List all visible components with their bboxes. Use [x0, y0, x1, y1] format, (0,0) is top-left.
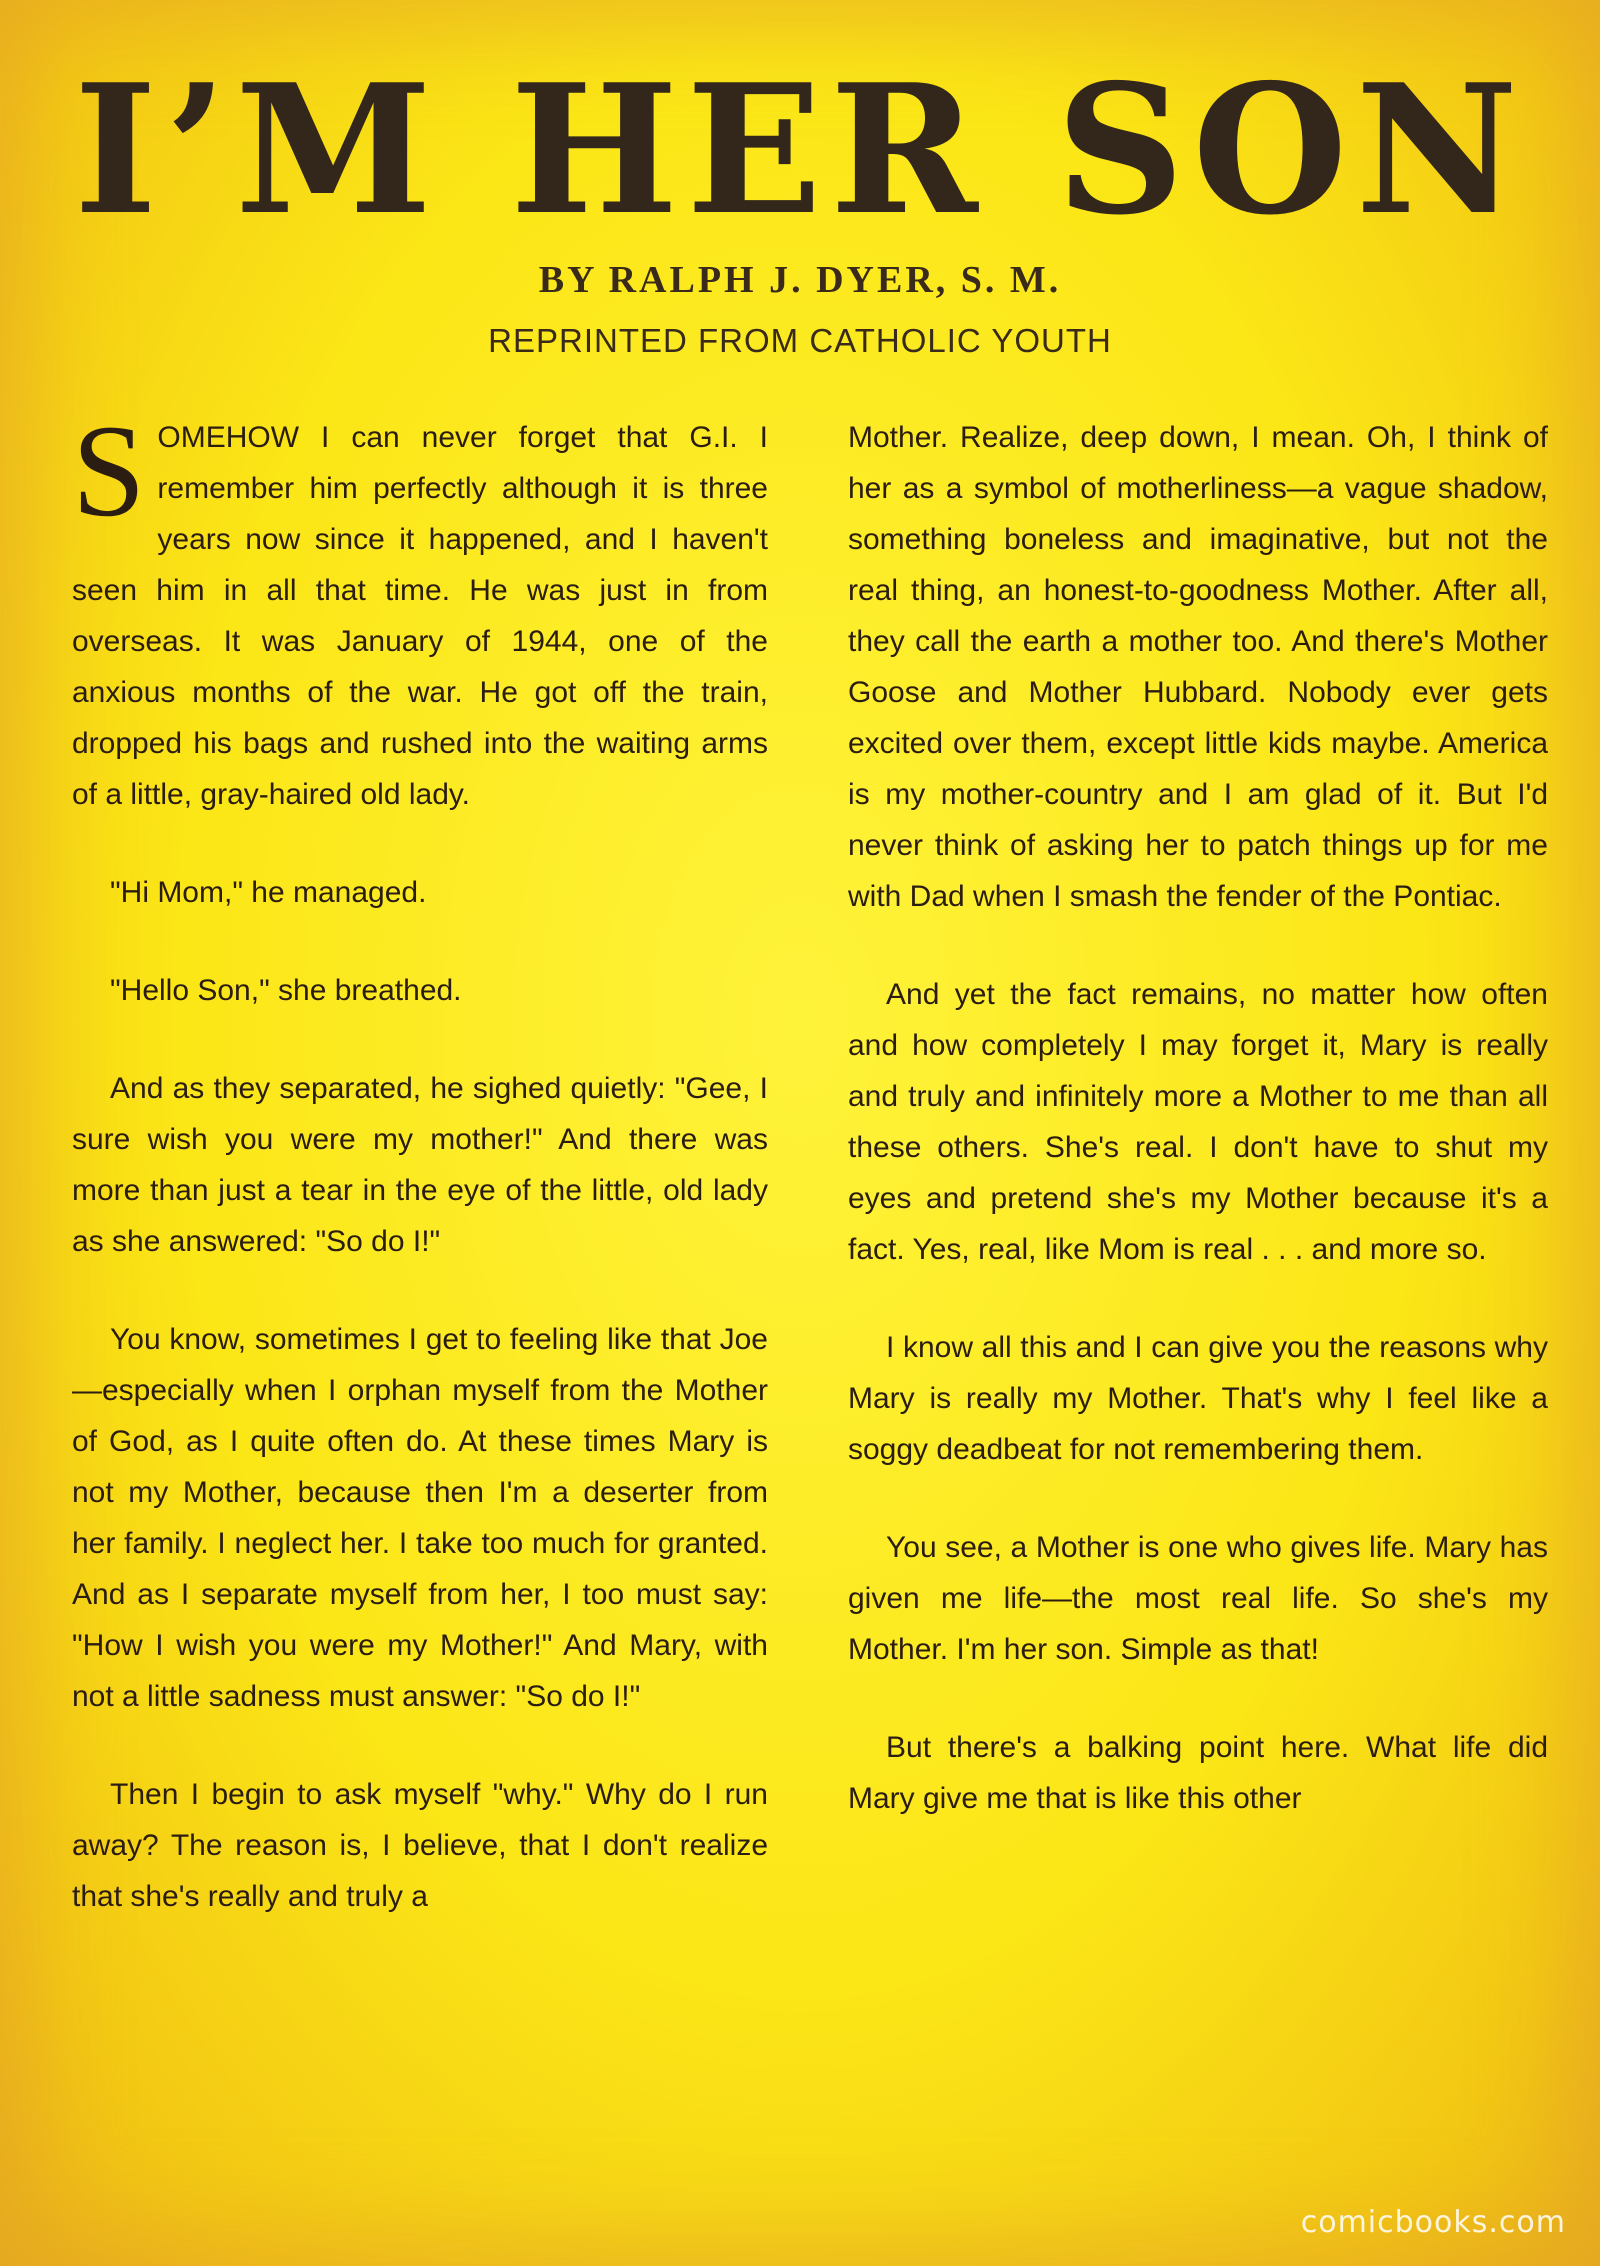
- paragraph: "Hello Son," she breathed.: [110, 974, 462, 1007]
- left-column: [72, 412, 768, 2102]
- right-column: [848, 412, 1548, 2102]
- opening-paragraph: [72, 412, 768, 820]
- opening-paragraph-text: OMEHOW I can never forget that G.I. I remember him perfectly although it is three years now since it happened, and I haven't seen him in all that time. He was just in from overseas. It was January of 1944, one of the anxious months of the war. He got off the train, dropped his bags and rushed into the waiting arms of a little, gray-haired old lady.: [72, 421, 768, 811]
- paragraph: You know, sometimes I get to feeling like that Joe—especially when I orphan myself from the Mother of God, as I quite often do. At these times Mary is not my Mother, because then I'm a deserter from her family. I neglect her. I take too much for granted. And as I separate myself from her, I too must say: "How I wish you were my Mother!" And Mary, with not a little sadness must answer: "So do I!": [72, 1323, 768, 1713]
- article-title: I’M HER SON: [73, 45, 1527, 254]
- paragraph: But there's a balking point here. What life did Mary give me that is like this other: [848, 1731, 1548, 1815]
- reprint-note: REPRINTED FROM CATHOLIC YOUTH: [488, 322, 1112, 359]
- paragraph: And yet the fact remains, no matter how often and how completely I may forget it, Mary is really and truly and infinitely more a Mother to me than all these others. She's real. I don't have to shut my eyes and pretend she's my Mother because it's a fact. Yes, real, like Mom is real . . . and more so.: [848, 978, 1548, 1266]
- site-watermark: comicbooks.com: [1300, 2205, 1566, 2240]
- article-byline: BY RALPH J. DYER, S. M.: [538, 259, 1062, 301]
- paragraph: I know all this and I can give you the reasons why Mary is really my Mother. That's why I feel like a soggy deadbeat for not remembering them.: [848, 1331, 1548, 1466]
- paragraph: And as they separated, he sighed quietly: "Gee, I sure wish you were my mother!" And there was more than just a tear in the eye of the little, old lady as she answered: "So do I!": [72, 1072, 768, 1258]
- paragraph-continued: Mother. Realize, deep down, I mean. Oh, I think of her as a symbol of motherliness—a vague shadow, something boneless and imaginative, but not the real thing, an honest-to-goodness Mother. After all, they call the earth a mother too. And there's Mother Goose and Mother Hubbard. Nobody ever gets excited over them, except little kids maybe. America is my mother-country and I am glad of it. But I'd never think of asking her to patch things up for me with Dad when I smash the fender of the Pontiac.: [848, 421, 1548, 913]
- paragraph: You see, a Mother is one who gives life. Mary has given me life—the most real life. So she's my Mother. I'm her son. Simple as that!: [848, 1531, 1548, 1666]
- paragraph: Then I begin to ask myself "why." Why do I run away? The reason is, I believe, that I don't realize that she's really and truly a: [72, 1778, 768, 1913]
- drop-cap: S: [72, 412, 146, 544]
- paragraph: "Hi Mom," he managed.: [110, 876, 427, 909]
